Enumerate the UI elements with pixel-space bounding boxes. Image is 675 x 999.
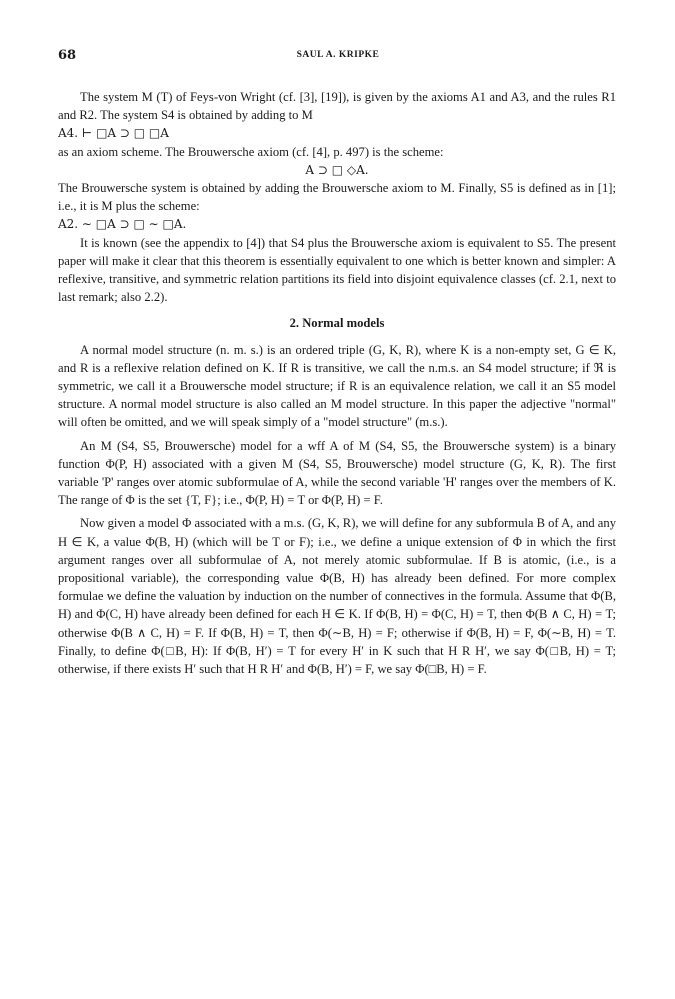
- paragraph-axiom-scheme: as an axiom scheme. The Brouwersche axiom (cf. [4], p. 497) is the scheme:: [58, 144, 444, 159]
- body-text: [58, 88, 616, 678]
- page-number: 68: [58, 48, 77, 63]
- formula-a4: A4. ⊢ □A ⊃ □ □A: [58, 126, 169, 141]
- paragraph-normal-model-structure: A normal model structure (n. m. s.) is an ordered triple (G, K, R), where K is a non-empty set, G ∈ K, and R is a reflexive relation defined on K. If R is transitive, we call the n.m.s. an S4 model structure; if ℜ is symmetric, we call it a Brouwersche model structure; if R is an equivalence relation, we call it an S5 model structure. A normal model structure is also called an M model structure. In this paper the adjective "normal" will often be omitted, and we will speak simply of a "model structure" (m.s.).: [58, 342, 616, 430]
- running-head: [58, 48, 618, 64]
- paragraph-system-m: The system M (T) of Feys-von Wright (cf. [3], [19]), is given by the axioms A1 and A3, and the rules R1 and R2. The system S4 is obtained by adding to M: [58, 90, 616, 123]
- paragraph-equivalence: It is known (see the appendix to [4]) that S4 plus the Brouwersche axiom is equivalent to S5. The present paper will make it clear that this theorem is essentially equivalent to one which is better known and simpler: A reflexive, transitive, and symmetric relation partitions its field into disjoint equivalence classes (cf. 2.1, next to last remark; also 2.2).: [58, 235, 616, 305]
- running-head-author: SAUL A. KRIPKE: [296, 50, 380, 60]
- formula-a2: A2. ∼ □A ⊃ □ ∼ □A.: [58, 217, 187, 232]
- paragraph-model-definition: An M (S4, S5, Brouwersche) model for a wff A of M (S4, S5, the Brouwersche system) is a binary function Φ(P, H) associated with a given M (S4, S5, Brouwersche) model structure (G, K, R). The first variable 'P' ranges over atomic subformulae of A, while the second variable 'H' ranges over the members of K. The range of Φ is the set {T, F}; i.e., Φ(P, H) = T or Φ(P, H) = F.: [58, 438, 616, 508]
- paragraph-brouwersche-system: The Brouwersche system is obtained by adding the Brouwersche axiom to M. Finally, S5 is defined as in [1]; i.e., it is M plus the scheme:: [58, 181, 616, 214]
- formula-brouwersche-axiom: A ⊃ □ ◇A.: [305, 162, 369, 177]
- paragraph-valuation: Now given a model Φ associated with a m.s. (G, K, R), we will define for any subformula B of A, and any H ∈ K, a value Φ(B, H) (which will be T or F); i.e., we define a unique extension of Φ in which the first argument ranges over all subformulae of A, not merely atomic subformulae. If B is atomic, (i.e., is a propositional variable), the corresponding value Φ(B, H) has already been defined. For more complex formulae we define the valuation by induction on the number of connectives in the formula. Assume that Φ(B, H) and Φ(C, H) have already been defined for each H ∈ K. If Φ(B, H) = Φ(C, H) = T, then Φ(B ∧ C, H) = T; otherwise Φ(B ∧ C, H) = F. If Φ(B, H) = T, then Φ(∼B, H) = F; otherwise if Φ(B, H) = F, Φ(∼B, H) = T. Finally, to define Φ(□B, H): If Φ(B, H′) = T for every H′ in K such that H R H′, we say Φ(□B, H) = T; otherwise, if there exists H′ such that H R H′ and Φ(B, H′) = F, we say Φ(□B, H) = F.: [58, 516, 616, 677]
- section-heading-normal-models: 2. Normal models: [289, 316, 385, 331]
